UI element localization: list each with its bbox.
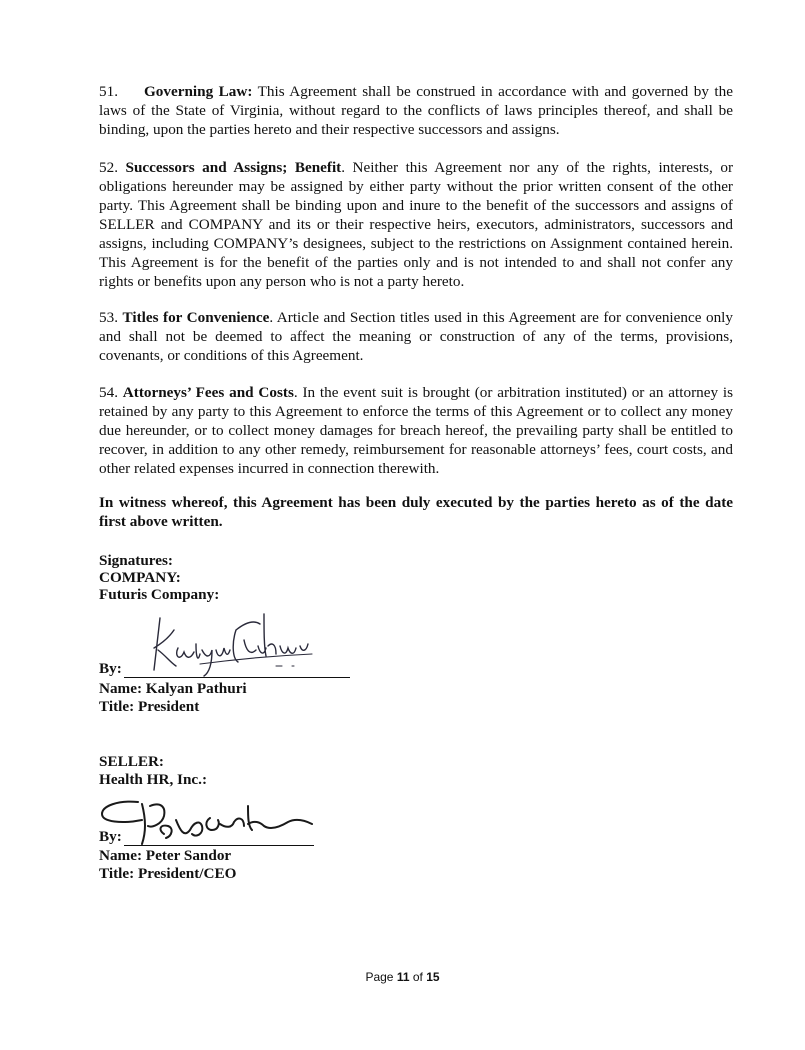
section-body: . Article and Section titles used in this Agreement are for convenience only and shall not be deemed to affect the meaning or construction of any of the terms, provisions, covenants, or conditions of this Agreement.: [99, 309, 733, 364]
seller-role: SELLER:: [99, 753, 164, 770]
company-by-label: By:: [99, 660, 122, 677]
total-pages-number: 15: [426, 970, 440, 984]
section-number: 53.: [99, 309, 118, 326]
seller-signature-image: [98, 790, 313, 846]
page-label: Page: [365, 970, 394, 984]
section-52: [99, 158, 733, 291]
section-title: Titles for Convenience: [122, 309, 270, 326]
witness-clause: In witness whereof, this Agreement has been duly executed by the parties hereto as of the date first above written.: [99, 494, 733, 530]
section-53: [99, 308, 733, 365]
section-title: Successors and Assigns; Benefit: [125, 159, 342, 176]
page-footer: [0, 970, 805, 984]
company-signature-image: [140, 600, 320, 680]
company-entity: Futuris Company:: [99, 586, 220, 603]
company-signer-name: Name: Kalyan Pathuri: [99, 680, 247, 697]
seller-signer-title: Title: President/CEO: [99, 865, 237, 882]
section-title: Attorneys’ Fees and Costs: [122, 384, 294, 401]
section-54: [99, 383, 733, 478]
section-number: 51.: [99, 83, 118, 100]
seller-signer-name: Name: Peter Sandor: [99, 847, 232, 864]
company-role: COMPANY:: [99, 569, 181, 586]
signatures-heading: Signatures:: [99, 552, 173, 569]
seller-by-label: By:: [99, 828, 122, 845]
section-51: [99, 82, 733, 139]
section-body: This Agreement shall be construed in accordance with and governed by the laws of the State of Virginia, without regard to the conflicts of laws principles thereof, and shall be binding, upon the parties hereto and their respective successors and assigns.: [99, 83, 733, 138]
seller-entity: Health HR, Inc.:: [99, 771, 207, 788]
section-body: . Neither this Agreement nor any of the rights, interests, or obligations hereunder may be assigned by either party without the prior written consent of the other party. This Agreement shall be binding upon and inure to the benefit of the successors and assigns of SELLER and COMPANY and its or their respective heirs, executors, administrators, successors and assigns, including COMPANY’s designees, subject to the restrictions on Assignment contained herein. This Agreement is for the benefit of the parties only and is not intended to and shall not confer any rights or benefits upon any person who is not a party hereto.: [99, 159, 734, 290]
section-number: 52.: [99, 159, 118, 176]
company-signer-title: Title: President: [99, 698, 200, 715]
section-body: . In the event suit is brought (or arbitration instituted) or an attorney is retained by any party to this Agreement to enforce the terms of this Agreement or to collect any money due hereunder, or to collect money damages for breach hereof, the prevailing party shall be entitled to recover, in addition to any other remedy, reimbursement for reasonable attorneys’ fees, court costs, and other related expenses incurred in connection therewith.: [99, 384, 734, 477]
company-signature-line: [124, 677, 350, 678]
page-of-label: of: [412, 970, 423, 984]
section-number: 54.: [99, 384, 118, 401]
current-page-number: 11: [396, 970, 410, 984]
section-title: Governing Law:: [143, 83, 253, 100]
